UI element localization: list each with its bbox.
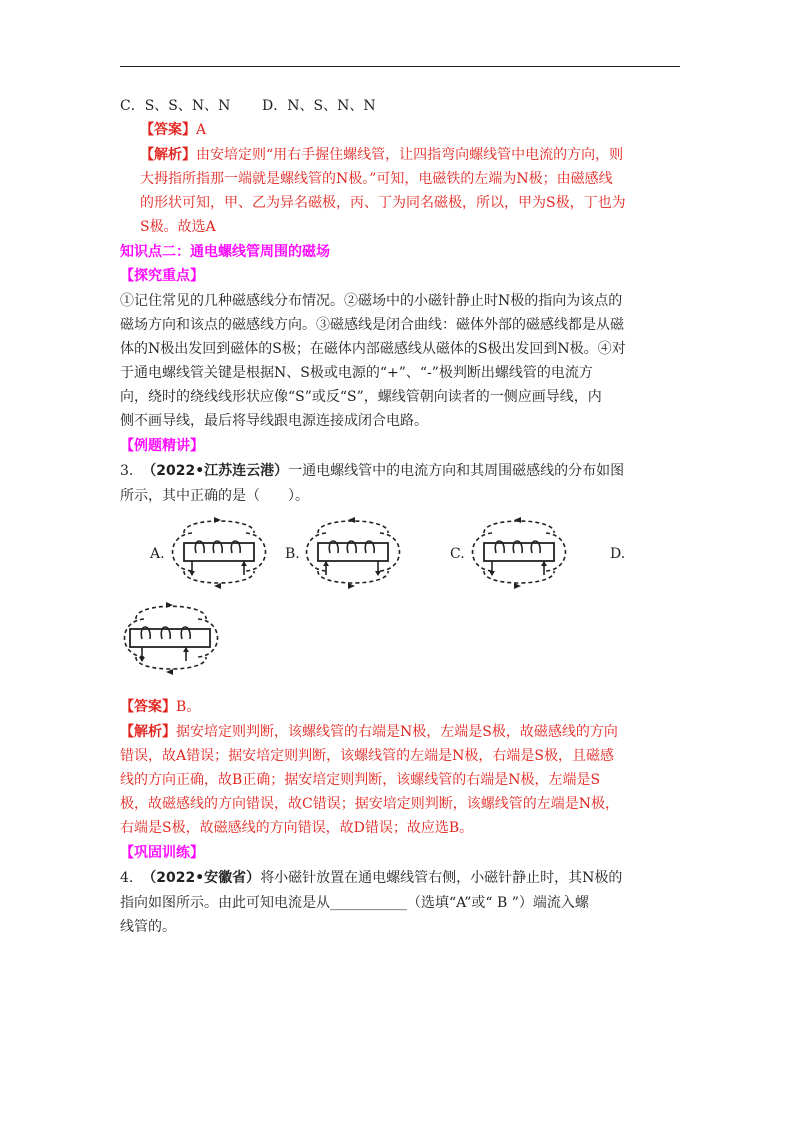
analysis-tag: 【解析】 [140, 147, 196, 163]
explore-line: 侧不画导线，最后将导线跟电源连接成闭合电路。 [120, 413, 428, 429]
q3-analysis-line [120, 722, 618, 742]
q2-answer [140, 120, 206, 140]
explore-line: ①记住常见的几种磁感线分布情况。②磁场中的小磁针静止时N极的指向为该点的 [120, 293, 623, 309]
fig-label-a: A. [150, 546, 165, 562]
q2-analysis-line: S极。故选A [140, 219, 216, 235]
q3-analysis-line: 错误，故A错误；据安培定则判断，该螺线管的左端是N极，右端是S极，且磁感 [120, 748, 614, 764]
practice-tag: 【巩固训练】 [120, 845, 204, 861]
option-d: D．N、S、N、N [262, 98, 376, 114]
option-c: C．S、S、N、N [120, 98, 231, 114]
explore-line: 于通电螺线管关键是根据N、S极或电源的“+”、“-”极判断出螺线管的电流方 [120, 365, 593, 381]
analysis-tag: 【解析】 [120, 724, 176, 740]
q3-line [120, 461, 624, 481]
solenoid-figure-a [166, 513, 272, 591]
question-text: 一通电螺线管中的电流方向和其周围磁感线的分布如图 [288, 463, 625, 479]
header-rule [120, 66, 680, 67]
q3-answer [120, 697, 200, 717]
q2-analysis-line: 大拇指所指那一端就是螺线管的N极。”可知，电磁铁的左端为N极；由磁感线 [140, 171, 613, 187]
question-text: 将小磁针放置在通电螺线管右侧，小磁针静止时，其N极的 [260, 870, 623, 886]
analysis-text: 据安培定则判断，该螺线管的右端是N极，左端是S极，故磁感线的方向 [176, 724, 618, 740]
q4-line: 指向如图所示。由此可知电流是从___________（选填“A”或“ B ”）端流入螺 [120, 895, 589, 911]
question-number: 3. [120, 463, 134, 479]
solenoid-figure-b [300, 513, 406, 591]
answer-value: B。 [176, 699, 201, 715]
explore-line: 磁场方向和该点的磁感线方向。③磁感线是闭合曲线：磁体外部的磁感线都是从磁 [120, 317, 624, 333]
q4-line: 线管的。 [120, 919, 176, 935]
question-source: （2022•安徽省） [142, 870, 261, 886]
q2-analysis-line: 的形状可知，甲、乙为异名磁极，丙、丁为同名磁极，所以，甲为S极，丁也为 [140, 195, 626, 211]
example-tag: 【例题精讲】 [120, 438, 204, 454]
answer-value: A [196, 122, 207, 138]
q3-analysis-line: 极，故磁感线的方向错误，故C错误；据安培定则判断，该螺线管的左端是N极， [120, 796, 619, 812]
question-source: （2022•江苏连云港） [142, 463, 289, 479]
fig-label-b: B. [285, 546, 300, 562]
question-number: 4. [120, 870, 134, 886]
solenoid-figure-d [118, 597, 224, 677]
fig-label-c: C. [450, 546, 465, 562]
explore-line: 向，绕时的绕线线形状应像“S”或反“S”，螺线管朝向读者的一侧应画导线，内 [120, 389, 602, 405]
solenoid-figure-c [466, 513, 572, 591]
answer-tag: 【答案】 [120, 699, 176, 715]
fig-label-d: D. [610, 546, 626, 562]
explore-line: 体的N极出发回到磁体的S极；在磁体内部磁感线从磁体的S极出发回到N极。④对 [120, 341, 626, 357]
q2-analysis-line [140, 145, 623, 165]
answer-tag: 【答案】 [140, 122, 196, 138]
q3-line: 所示，其中正确的是（ ）。 [120, 488, 309, 504]
explore-tag: 【探究重点】 [120, 268, 204, 284]
q4-line [120, 868, 622, 888]
q3-analysis-line: 右端是S极，故磁感线的方向错误，故D错误；故应选B。 [120, 820, 474, 836]
q3-analysis-line: 线的方向正确，故B正确；据安培定则判断，该螺线管的右端是N极，左端是S [120, 772, 601, 788]
analysis-text: 由安培定则“用右手握住螺线管，让四指弯向螺线管中电流的方向，则 [196, 147, 624, 163]
section-title: 知识点二：通电螺线管周围的磁场 [120, 244, 330, 260]
